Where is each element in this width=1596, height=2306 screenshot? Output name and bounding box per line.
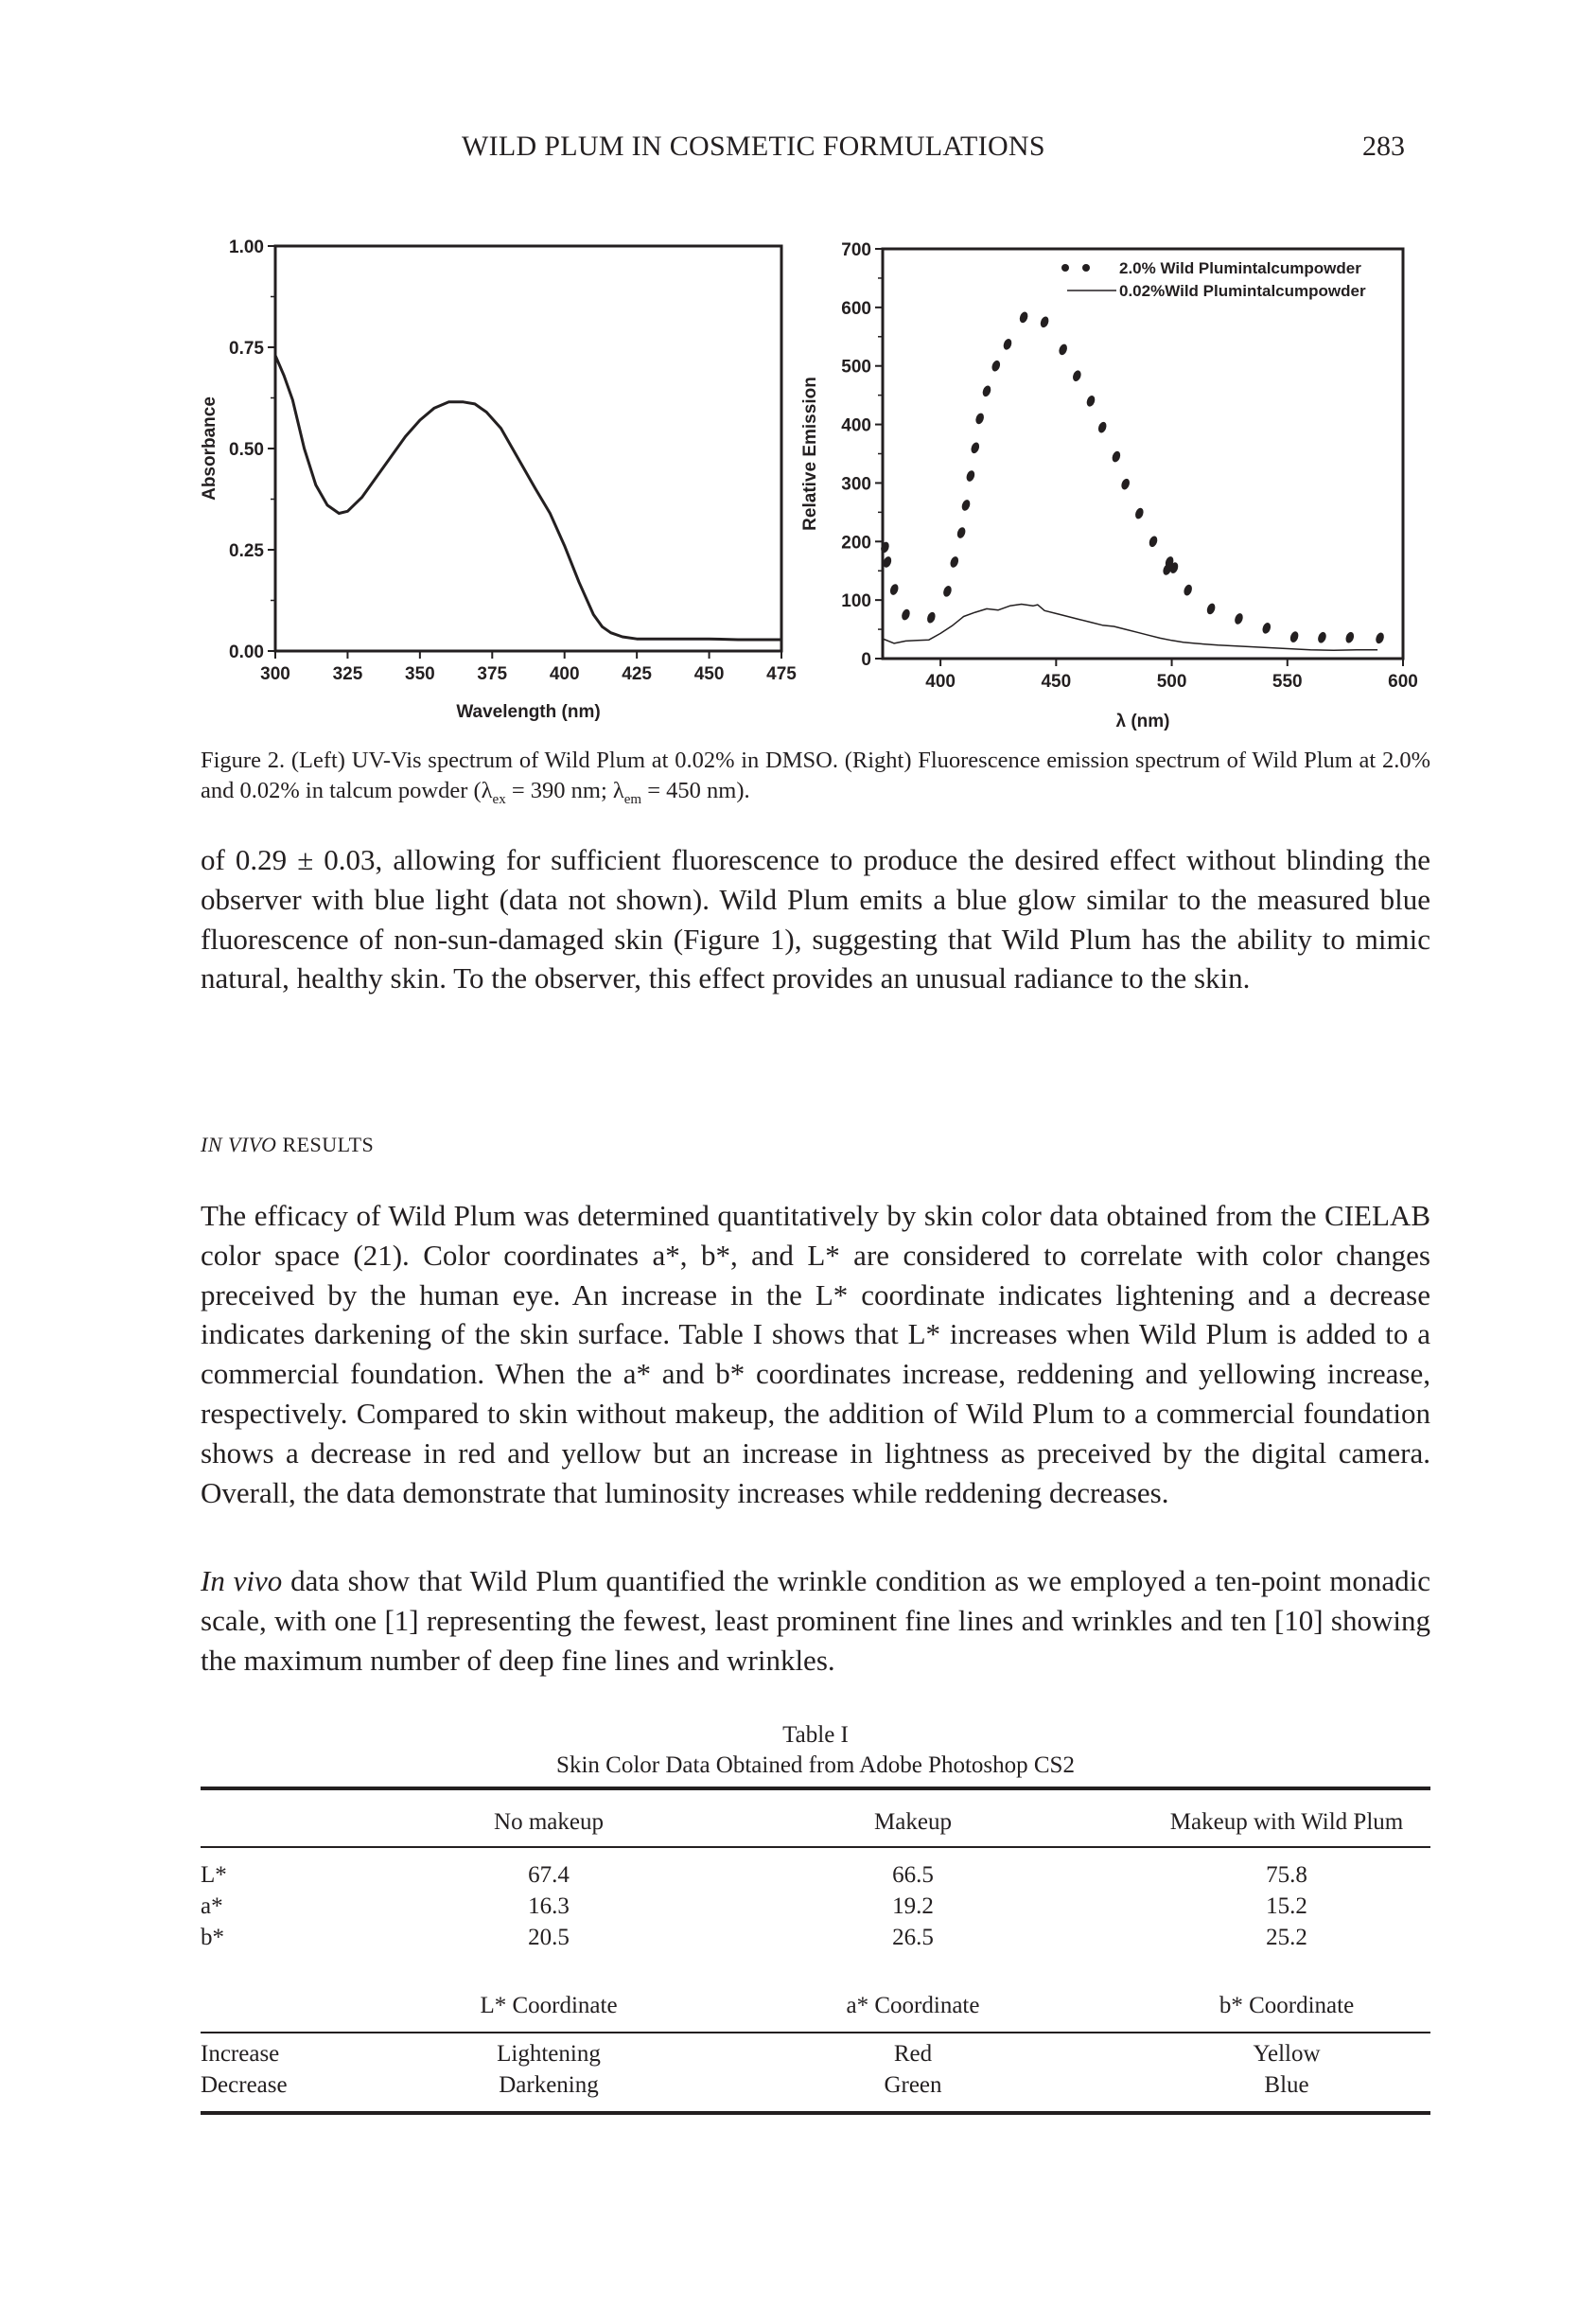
table-legend-cell: Red xyxy=(893,2041,933,2067)
y-tick-label: 0.00 xyxy=(229,643,264,662)
data-point xyxy=(888,583,900,596)
x-tick-label: 475 xyxy=(766,664,797,684)
data-point xyxy=(949,555,960,569)
x-tick-label: 450 xyxy=(693,664,725,684)
page-number: 283 xyxy=(1362,131,1405,162)
data-point xyxy=(1148,535,1159,548)
table-header-rule xyxy=(201,1846,1430,1848)
y-axis-label: Relative Emission xyxy=(800,377,820,531)
y-tick-label: 0.50 xyxy=(229,440,264,460)
data-point xyxy=(1085,395,1096,408)
x-tick-label: 500 xyxy=(1156,672,1187,692)
y-tick-label: 0.25 xyxy=(229,541,264,561)
table-legend-row-label: Decrease xyxy=(201,2072,288,2098)
data-point xyxy=(1072,369,1083,382)
data-point xyxy=(1096,421,1108,434)
data-point xyxy=(960,499,972,512)
data-point xyxy=(1317,631,1328,644)
data-point xyxy=(1205,602,1217,615)
table-cell: 16.3 xyxy=(528,1893,570,1919)
data-point xyxy=(965,469,976,483)
table-legend-cell: Blue xyxy=(1264,2072,1309,2098)
x-tick-label: 450 xyxy=(1041,672,1072,692)
data-line xyxy=(883,605,1377,651)
data-point xyxy=(1134,507,1146,520)
legend-label: 2.0% Wild Plumintalcumpowder xyxy=(1119,259,1361,277)
paragraph-text xyxy=(201,1561,1430,1680)
section-heading-text: RESULTS xyxy=(276,1133,375,1156)
caption-text: = 390 nm; λ xyxy=(505,778,624,803)
subscript-em: em xyxy=(623,791,642,807)
table-legend-rule xyxy=(201,2032,1430,2033)
plot-frame xyxy=(883,249,1403,659)
x-tick-label: 375 xyxy=(477,664,508,684)
table-row-label: a* xyxy=(201,1893,223,1919)
section-heading xyxy=(201,1133,374,1157)
x-axis-label: λ (nm) xyxy=(1115,712,1170,731)
figure-label: Figure 2. xyxy=(201,748,286,773)
table-legend-row-label: Increase xyxy=(201,2041,280,2067)
caption-text: (Left) UV-Vis spectrum of Wild Plum at 0.02% in DMSO. (Right) Fluorescence emission spectrum of Wild Plum at 2.0% and 0.02% in talcum powder (λ xyxy=(201,748,1431,803)
data-point xyxy=(880,540,891,554)
y-tick-label: 300 xyxy=(841,474,871,495)
data-point xyxy=(1018,310,1029,324)
section-heading-italic: IN VIVO xyxy=(201,1133,277,1156)
y-tick-label: 100 xyxy=(841,591,871,612)
x-tick-label: 400 xyxy=(925,672,956,692)
table-title: Skin Color Data Obtained from Adobe Photoshop CS2 xyxy=(556,1752,1075,1778)
x-tick-label: 425 xyxy=(622,664,652,684)
data-point xyxy=(1234,612,1245,625)
data-point xyxy=(1344,631,1356,644)
data-point xyxy=(1058,343,1069,356)
data-point xyxy=(974,412,986,425)
body-paragraph-1 xyxy=(201,840,1430,998)
data-point xyxy=(901,608,912,622)
table-legend-cell: Darkening xyxy=(499,2072,599,2098)
x-tick-label: 400 xyxy=(549,664,580,684)
x-tick-label: 350 xyxy=(405,664,435,684)
x-axis-label: Wavelength (nm) xyxy=(456,702,601,722)
body-paragraph-2 xyxy=(201,1196,1430,1512)
y-tick-label: 400 xyxy=(841,415,871,436)
data-point xyxy=(970,441,981,454)
table-row-label: b* xyxy=(201,1925,224,1950)
table-legend-cell: Yellow xyxy=(1253,2041,1321,2067)
table-column-header: No makeup xyxy=(494,1809,604,1835)
table-legend-header: L* Coordinate xyxy=(480,1993,618,2018)
data-point xyxy=(926,611,938,625)
body-paragraph-3 xyxy=(201,1561,1430,1680)
data-point xyxy=(1375,631,1386,644)
x-tick-label: 550 xyxy=(1272,672,1303,692)
data-point xyxy=(1111,450,1122,464)
table-bottom-rule xyxy=(201,2111,1430,2115)
y-tick-label: 600 xyxy=(841,298,871,319)
x-tick-label: 600 xyxy=(1388,672,1418,692)
table-column-header: Makeup xyxy=(874,1809,952,1835)
y-tick-label: 1.00 xyxy=(229,238,264,257)
table-legend-header: b* Coordinate xyxy=(1219,1993,1355,2018)
uv-vis-chart xyxy=(200,238,797,722)
paragraph-text: of 0.29 ± 0.03, allowing for sufficient fluorescence to produce the desired effect without blinding the observer with blue light (data not shown). Wild Plum emits a blue glow similar to the measured blue fluorescence of non-sun-damaged skin (Figure 1), suggesting that Wild Plum has the ability to mimic natural, healthy skin. To the observer, this effect provides an unusual radiance to the skin. xyxy=(201,843,1430,995)
table-cell: 75.8 xyxy=(1266,1862,1307,1888)
table-cell: 66.5 xyxy=(892,1862,934,1888)
data-point xyxy=(1120,478,1131,491)
table-cell: 15.2 xyxy=(1266,1893,1307,1919)
y-tick-label: 0 xyxy=(861,650,871,670)
subscript-ex: ex xyxy=(492,791,506,807)
table-column-header: Makeup with Wild Plum xyxy=(1169,1809,1404,1835)
data-point xyxy=(1039,315,1050,328)
data-point xyxy=(981,384,992,397)
plot-frame xyxy=(275,246,781,651)
paragraph-text: The efficacy of Wild Plum was determined quantitatively by skin color data obtained from the CIELAB color space (21). Color coordinates a*, b*, and L* are considered to correlate with color changes preceived by the human eye. An increase in the L* coordinate indicates lightening and a decrease indicates darkening of the skin surface. Table I shows that L* increases when Wild Plum is added to a commercial foundation. When the a* and b* coordinates increase, reddening and yellowing increase, respectively. Compared to skin without makeup, the addition of Wild Plum to a commercial foundation shows a decrease in red and yellow but an increase in lightness as preceived by the digital camera. Overall, the data demonstrate that luminosity increases while reddening decreases. xyxy=(201,1199,1430,1509)
table-legend-cell: Lightening xyxy=(497,2041,601,2067)
table-cell: 67.4 xyxy=(528,1862,570,1888)
table-cell: 20.5 xyxy=(528,1925,570,1950)
paragraph-rest: data show that Wild Plum quantified the wrinkle condition as we employed a ten-point monadic scale, with one [1] representing the fewest, least prominent fine lines and wrinkles and ten [10] showing the maximum number of deep fine lines and wrinkles. xyxy=(201,1564,1430,1677)
table-legend-cell: Green xyxy=(884,2072,942,2098)
legend-label: 0.02%Wild Plumintalcumpowder xyxy=(1119,282,1366,300)
table-top-rule xyxy=(201,1787,1430,1790)
data-point xyxy=(956,526,967,539)
caption-text: = 450 nm). xyxy=(641,778,750,803)
figure-2 xyxy=(0,0,1596,738)
y-tick-label: 700 xyxy=(841,240,871,260)
figure-2-charts xyxy=(0,0,1596,738)
in-vivo-italic: In vivo xyxy=(201,1564,283,1597)
table-number: Table I xyxy=(782,1722,849,1748)
y-tick-label: 0.75 xyxy=(229,339,264,359)
legend-marker-dot xyxy=(1061,264,1069,272)
data-line xyxy=(275,356,781,640)
x-tick-label: 325 xyxy=(332,664,363,684)
fluorescence-chart xyxy=(800,240,1418,731)
data-point xyxy=(1002,338,1013,351)
y-tick-label: 500 xyxy=(841,357,871,378)
table-cell: 26.5 xyxy=(892,1925,934,1950)
legend-marker-dot xyxy=(1082,264,1090,272)
data-point xyxy=(942,585,954,598)
figure-caption xyxy=(201,746,1430,815)
table-legend-header: a* Coordinate xyxy=(846,1993,980,2018)
running-title: WILD PLUM IN COSMETIC FORMULATIONS xyxy=(462,131,1045,162)
data-point xyxy=(1289,630,1300,643)
table-row-label: L* xyxy=(201,1862,227,1888)
data-point xyxy=(991,360,1002,373)
y-tick-label: 200 xyxy=(841,533,871,554)
data-point xyxy=(1261,622,1272,635)
x-tick-label: 300 xyxy=(260,664,290,684)
data-point xyxy=(1183,584,1194,597)
table-cell: 25.2 xyxy=(1266,1925,1307,1950)
y-axis-label: Absorbance xyxy=(200,396,219,501)
table-cell: 19.2 xyxy=(892,1893,934,1919)
